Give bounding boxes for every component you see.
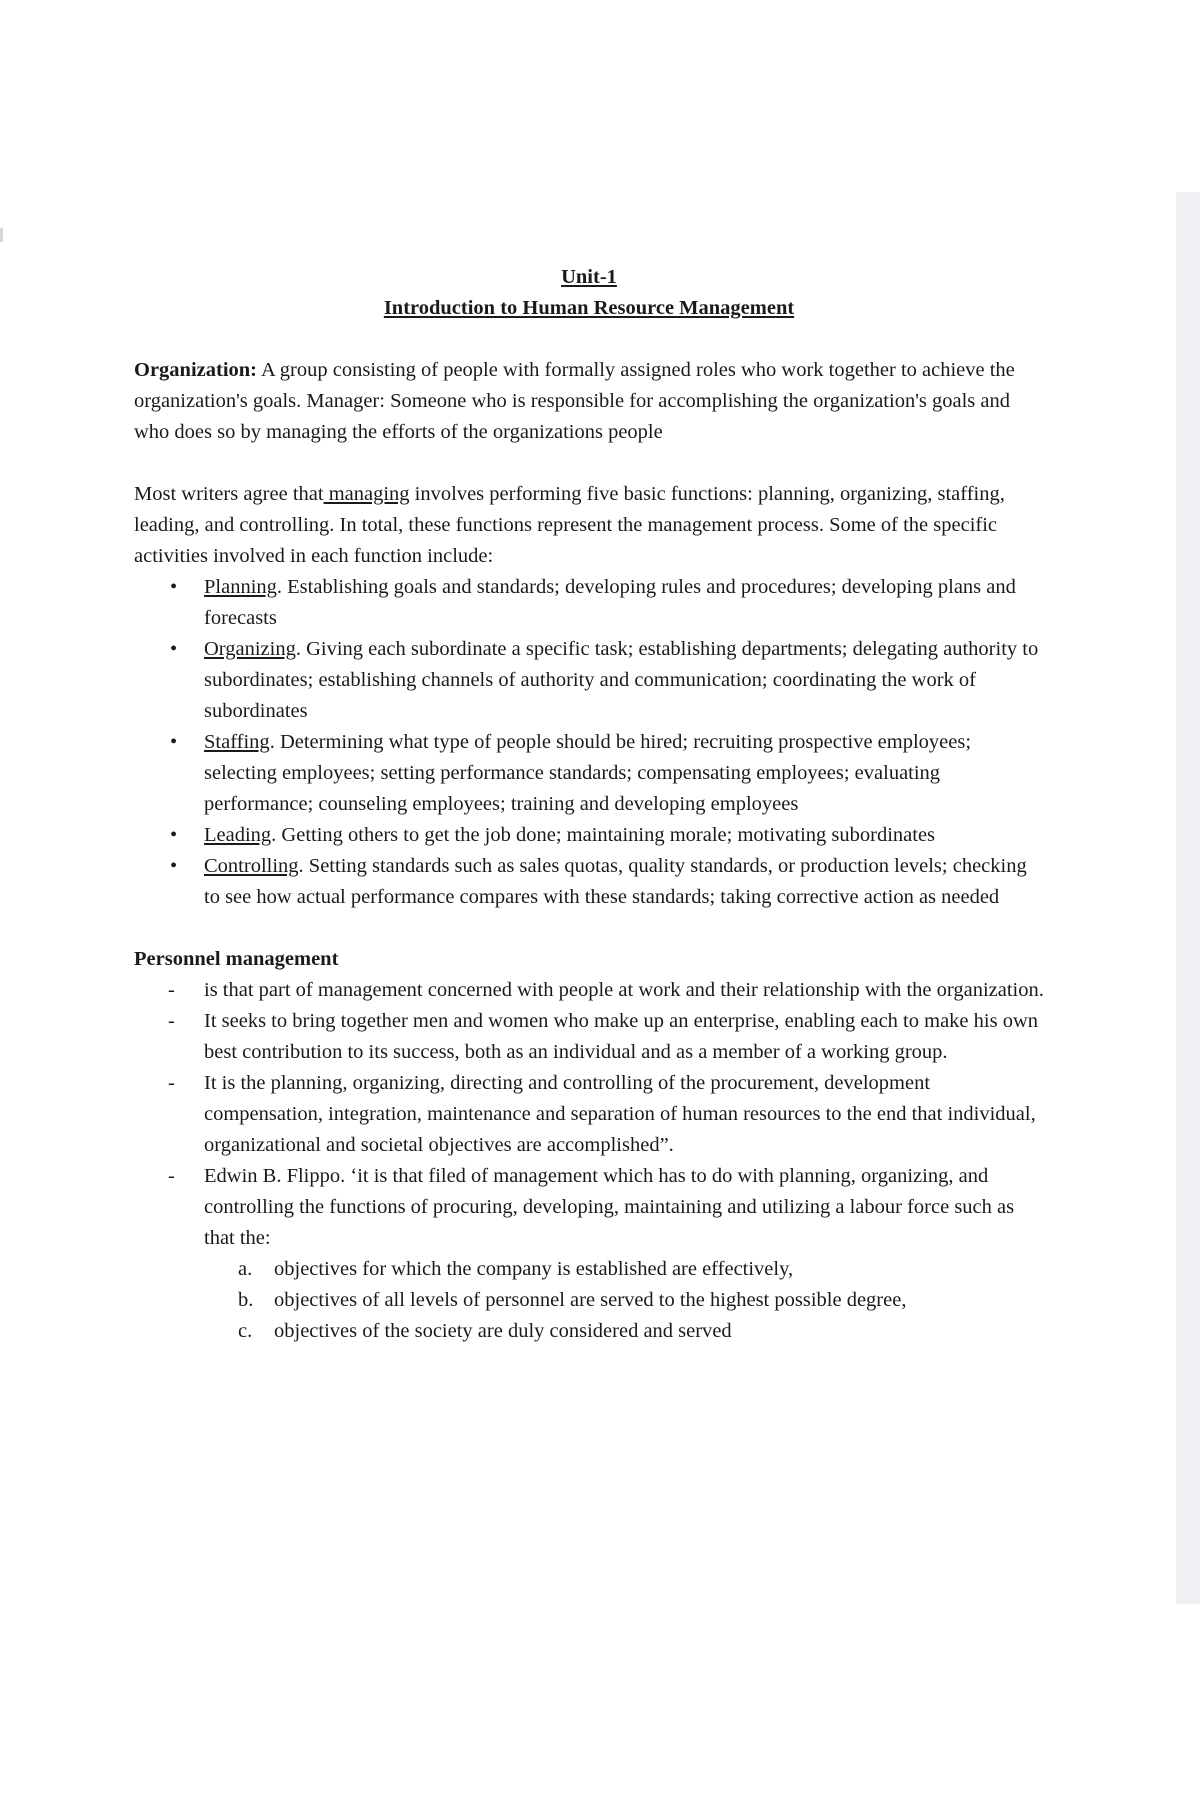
- list-item: [134, 1161, 1044, 1254]
- list-letter: b.: [238, 1289, 254, 1311]
- document-content: [134, 262, 1044, 1347]
- list-item: [134, 1316, 1044, 1347]
- function-text: . Determining what type of people should be hired; recruiting prospective employees; selecting employees; setting performance standards; compensating employees; evaluating performance; counseling employees; training and developing employees: [204, 731, 972, 815]
- function-text: . Getting others to get the job done; maintaining morale; motivating subordinates: [271, 824, 936, 846]
- function-term: Organizing: [204, 638, 296, 660]
- functions-list: [134, 572, 1044, 913]
- list-item: [134, 1254, 1044, 1285]
- personnel-heading: Personnel management: [134, 948, 339, 970]
- dash-icon: -: [168, 979, 175, 1001]
- bullet-icon: •: [170, 855, 178, 877]
- function-term: Controlling: [204, 855, 299, 877]
- dash-icon: -: [168, 1072, 175, 1094]
- list-item: [134, 1068, 1044, 1161]
- function-term: Staffing: [204, 731, 270, 753]
- page-title: Introduction to Human Resource Management: [383, 297, 795, 319]
- dash-icon: -: [168, 1010, 175, 1032]
- list-item: [134, 1006, 1044, 1068]
- list-item: [134, 572, 1044, 634]
- objective-text: objectives for which the company is established are effectively,: [274, 1258, 794, 1280]
- managing-intro-after: involves performing five basic functions: planning, organizing, staffing, leading, and controlling. In total, these functions represent the management process. Some of the specific activities involved in each function include:: [134, 483, 1005, 567]
- dash-icon: -: [168, 1165, 175, 1187]
- managing-word: managing: [323, 483, 410, 505]
- personnel-point: Edwin B. Flippo. ‘it is that filed of management which has to do with planning, organizing, and controlling the functions of procuring, developing, maintaining and utilizing a labour force such as that the:: [204, 1165, 1015, 1249]
- list-item: [134, 634, 1044, 727]
- organization-label: Organization:: [134, 359, 257, 381]
- managing-intro-before: Most writers agree that: [134, 483, 324, 505]
- list-letter: a.: [238, 1258, 253, 1280]
- bullet-icon: •: [170, 576, 178, 598]
- list-item: [134, 851, 1044, 913]
- objectives-list: [134, 1254, 1044, 1347]
- edge-marker: [0, 228, 3, 242]
- vertical-scrollbar[interactable]: [1176, 192, 1200, 1604]
- personnel-point: It is the planning, organizing, directing and controlling of the procurement, development compensation, integration, maintenance and separation of human resources to the end that individual, organizational and societal objectives are accomplished”.: [204, 1072, 1036, 1156]
- organization-text: A group consisting of people with formally assigned roles who work together to achieve the organization's goals. Manager: Someone who is responsible for accomplishing the organization's goals and who does so by managing the efforts of the organizations people: [134, 359, 1015, 443]
- bullet-icon: •: [170, 824, 178, 846]
- bullet-icon: •: [170, 731, 178, 753]
- unit-title: Unit-1: [561, 266, 617, 288]
- bullet-icon: •: [170, 638, 178, 660]
- list-letter: c.: [238, 1320, 253, 1342]
- function-term: Leading: [204, 824, 272, 846]
- list-item: [134, 1285, 1044, 1316]
- list-item: [134, 727, 1044, 820]
- managing-paragraph: [134, 479, 1044, 572]
- function-text: . Giving each subordinate a specific task; establishing departments; delegating authority to subordinates; establishing channels of authority and communication; coordinating the work of subordinates: [204, 638, 1039, 722]
- personnel-point: It seeks to bring together men and women who make up an enterprise, enabling each to make his own best contribution to its success, both as an individual and as a member of a working group.: [204, 1010, 1038, 1063]
- list-item: [134, 820, 1044, 851]
- objective-text: objectives of the society are duly considered and served: [274, 1320, 732, 1342]
- list-item: [134, 975, 1044, 1006]
- personnel-list: [134, 975, 1044, 1254]
- function-text: . Setting standards such as sales quotas, quality standards, or production levels; checking to see how actual performance compares with these standards; taking corrective action as needed: [204, 855, 1027, 908]
- organization-paragraph: [134, 355, 1044, 448]
- function-text: . Establishing goals and standards; developing rules and procedures; developing plans and forecasts: [204, 576, 1016, 629]
- function-term: Planning: [204, 576, 277, 598]
- personnel-point: is that part of management concerned with people at work and their relationship with the organization.: [204, 979, 1044, 1001]
- objective-text: objectives of all levels of personnel are served to the highest possible degree,: [274, 1289, 907, 1311]
